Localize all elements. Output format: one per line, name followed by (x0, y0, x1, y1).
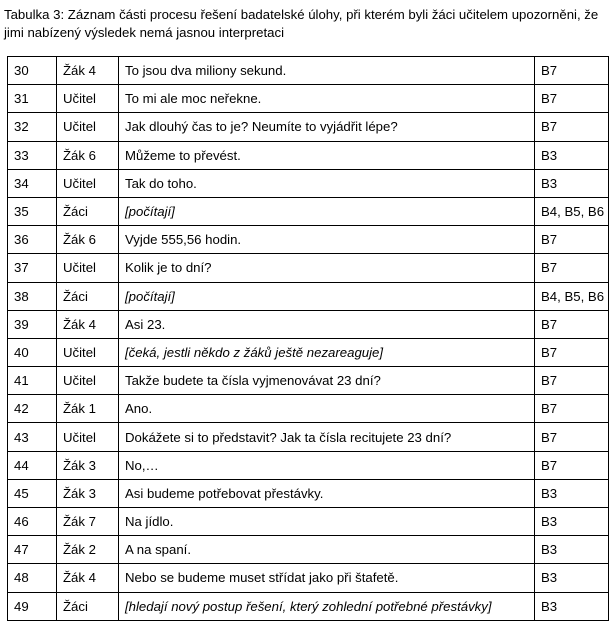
row-number: 39 (8, 310, 57, 338)
speaker-cell: Žák 1 (57, 395, 119, 423)
utterance-cell: Nebo se budeme muset střídat jako při štafetě. (119, 564, 535, 592)
row-number: 41 (8, 367, 57, 395)
utterance-cell: Asi budeme potřebovat přestávky. (119, 479, 535, 507)
row-number: 34 (8, 169, 57, 197)
table-row (8, 508, 609, 536)
utterance-cell: Asi 23. (119, 310, 535, 338)
table-row (8, 338, 609, 366)
table-row (8, 57, 609, 85)
speaker-cell: Žák 4 (57, 564, 119, 592)
category-code-cell: B7 (535, 310, 609, 338)
category-code-cell: B7 (535, 423, 609, 451)
speaker-cell: Žák 7 (57, 508, 119, 536)
row-number: 46 (8, 508, 57, 536)
row-number: 40 (8, 338, 57, 366)
utterance-cell: No,… (119, 451, 535, 479)
category-code-cell: B3 (535, 479, 609, 507)
utterance-cell: Tak do toho. (119, 169, 535, 197)
row-number: 37 (8, 254, 57, 282)
table-row (8, 85, 609, 113)
category-code-cell: B3 (535, 169, 609, 197)
utterance-cell: Jak dlouhý čas to je? Neumíte to vyjádřit lépe? (119, 113, 535, 141)
table-caption: Tabulka 3: Záznam části procesu řešení badatelské úlohy, při kterém byli žáci učitelem upozorněni, že jimi nabízený výsledek nemá jasnou interpretaci (4, 7, 599, 40)
row-number: 36 (8, 226, 57, 254)
category-code-cell: B3 (535, 508, 609, 536)
row-number: 45 (8, 479, 57, 507)
utterance-cell: [čeká, jestli někdo z žáků ještě nezareaguje] (119, 338, 535, 366)
category-code-cell: B7 (535, 254, 609, 282)
speaker-cell: Učitel (57, 254, 119, 282)
speaker-cell: Učitel (57, 338, 119, 366)
transcript-rows (8, 57, 609, 621)
speaker-cell: Učitel (57, 113, 119, 141)
table-row (8, 282, 609, 310)
speaker-cell: Žák 6 (57, 141, 119, 169)
table-row (8, 451, 609, 479)
row-number: 30 (8, 57, 57, 85)
speaker-cell: Učitel (57, 423, 119, 451)
category-code-cell: B7 (535, 367, 609, 395)
utterance-cell: A na spaní. (119, 536, 535, 564)
utterance-cell: Takže budete ta čísla vyjmenovávat 23 dní? (119, 367, 535, 395)
speaker-cell: Žák 6 (57, 226, 119, 254)
speaker-cell: Učitel (57, 85, 119, 113)
row-number: 47 (8, 536, 57, 564)
speaker-cell: Učitel (57, 169, 119, 197)
category-code-cell: B3 (535, 141, 609, 169)
table-row (8, 197, 609, 225)
table-row (8, 479, 609, 507)
category-code-cell: B3 (535, 592, 609, 620)
row-number: 32 (8, 113, 57, 141)
category-code-cell: B7 (535, 338, 609, 366)
category-code-cell: B7 (535, 85, 609, 113)
speaker-cell: Žáci (57, 592, 119, 620)
speaker-cell: Žáci (57, 197, 119, 225)
row-number: 33 (8, 141, 57, 169)
row-number: 44 (8, 451, 57, 479)
utterance-cell: Můžeme to převést. (119, 141, 535, 169)
category-code-cell: B7 (535, 451, 609, 479)
row-number: 42 (8, 395, 57, 423)
utterance-cell: To mi ale moc neřekne. (119, 85, 535, 113)
utterance-cell: Kolik je to dní? (119, 254, 535, 282)
utterance-cell: To jsou dva miliony sekund. (119, 57, 535, 85)
category-code-cell: B7 (535, 113, 609, 141)
row-number: 31 (8, 85, 57, 113)
speaker-cell: Žák 4 (57, 310, 119, 338)
table-row (8, 395, 609, 423)
table-row (8, 592, 609, 620)
table-row (8, 423, 609, 451)
utterance-cell: [hledají nový postup řešení, který zohlední potřebné přestávky] (119, 592, 535, 620)
table-row (8, 169, 609, 197)
row-number: 43 (8, 423, 57, 451)
table-row (8, 536, 609, 564)
table-row (8, 564, 609, 592)
speaker-cell: Žák 4 (57, 57, 119, 85)
speaker-cell: Učitel (57, 367, 119, 395)
table-row (8, 310, 609, 338)
speaker-cell: Žák 2 (57, 536, 119, 564)
table-row (8, 226, 609, 254)
row-number: 38 (8, 282, 57, 310)
transcript-table (7, 56, 609, 621)
category-code-cell: B4, B5, B6 (535, 197, 609, 225)
category-code-cell: B7 (535, 395, 609, 423)
table-row (8, 113, 609, 141)
utterance-cell: Ano. (119, 395, 535, 423)
table-row (8, 367, 609, 395)
table-row (8, 254, 609, 282)
row-number: 48 (8, 564, 57, 592)
row-number: 35 (8, 197, 57, 225)
category-code-cell: B7 (535, 226, 609, 254)
speaker-cell: Žák 3 (57, 479, 119, 507)
category-code-cell: B7 (535, 57, 609, 85)
category-code-cell: B3 (535, 536, 609, 564)
utterance-cell: [počítají] (119, 197, 535, 225)
utterance-cell: Dokážete si to představit? Jak ta čísla recitujete 23 dní? (119, 423, 535, 451)
category-code-cell: B4, B5, B6 (535, 282, 609, 310)
utterance-cell: Vyjde 555,56 hodin. (119, 226, 535, 254)
speaker-cell: Žák 3 (57, 451, 119, 479)
speaker-cell: Žáci (57, 282, 119, 310)
utterance-cell: Na jídlo. (119, 508, 535, 536)
table-row (8, 141, 609, 169)
row-number: 49 (8, 592, 57, 620)
utterance-cell: [počítají] (119, 282, 535, 310)
category-code-cell: B3 (535, 564, 609, 592)
